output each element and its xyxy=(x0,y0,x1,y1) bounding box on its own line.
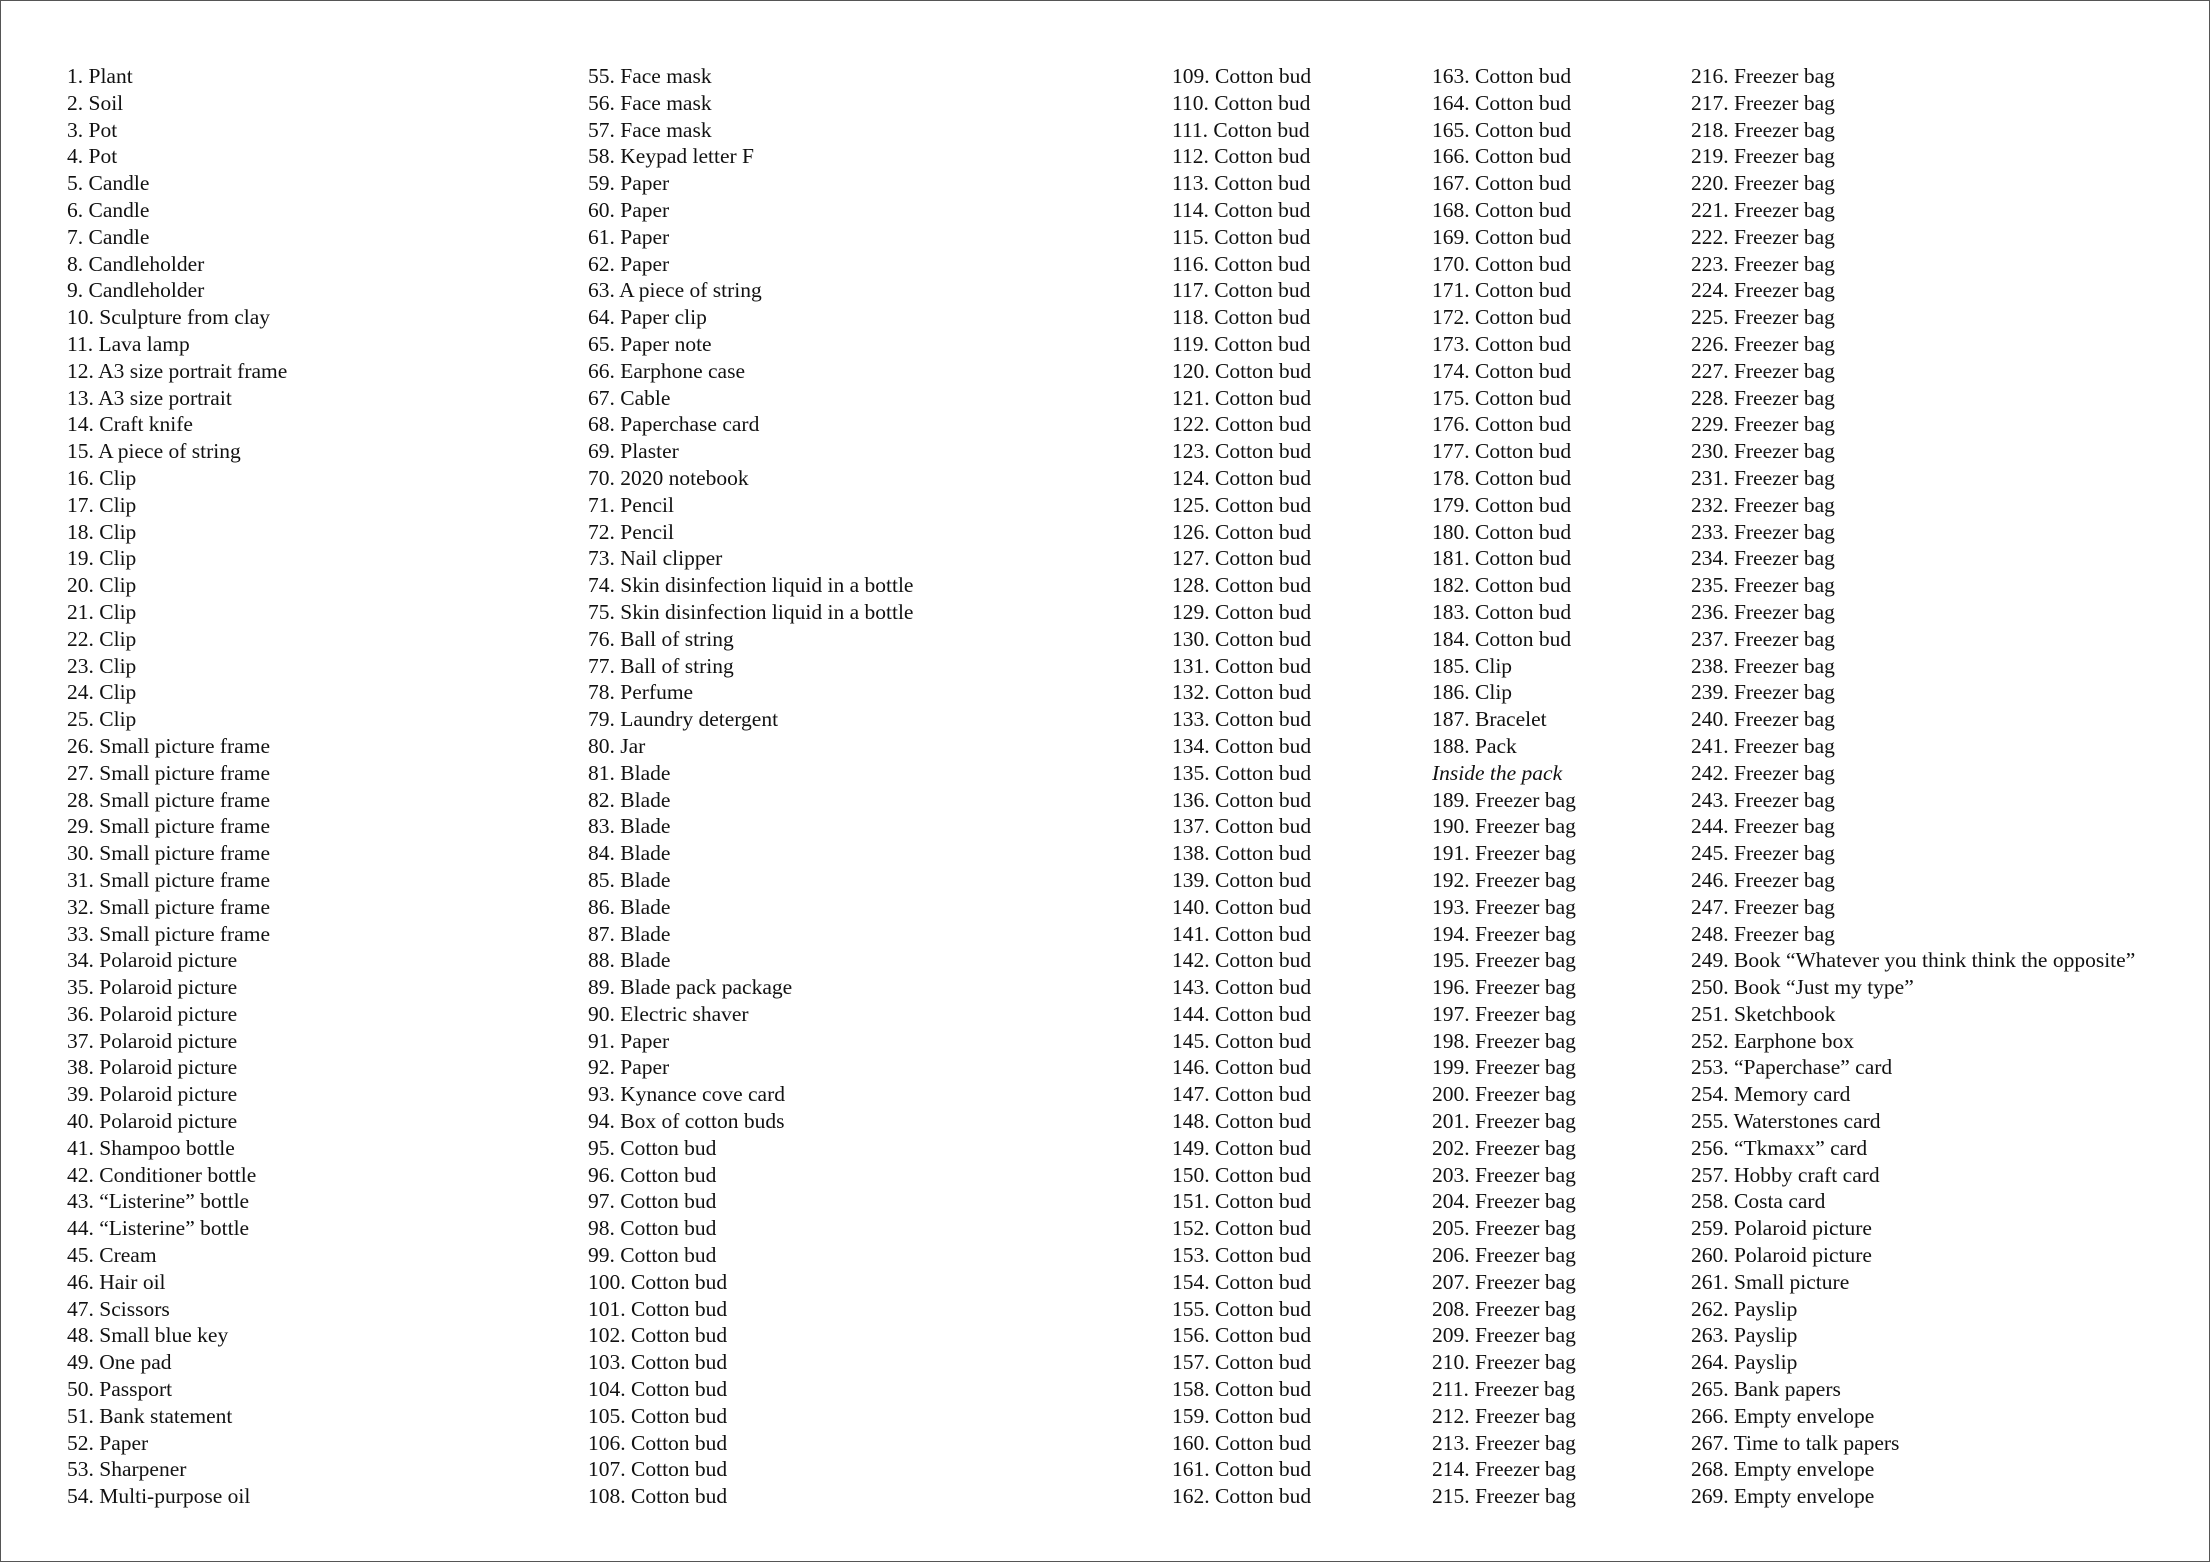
list-item: 129. Cotton bud xyxy=(1172,599,1312,624)
list-item: 237. Freezer bag xyxy=(1691,626,1835,651)
list-item: 211. Freezer bag xyxy=(1432,1377,1576,1402)
list-item: 13. A3 size portrait xyxy=(67,385,232,410)
list-item: 18. Clip xyxy=(67,519,137,544)
list-item: 163. Cotton bud xyxy=(1432,64,1572,88)
list-item: 58. Keypad letter F xyxy=(588,144,754,169)
list-item: 78. Perfume xyxy=(588,680,694,705)
list-item: 157. Cotton bud xyxy=(1172,1350,1312,1375)
section-subheading: Inside the pack xyxy=(1432,760,1563,785)
list-item: 172. Cotton bud xyxy=(1432,305,1572,330)
list-item: 107. Cotton bud xyxy=(588,1457,728,1482)
list-item: 3. Pot xyxy=(67,117,118,142)
list-item: 25. Clip xyxy=(67,707,137,732)
list-item: 140. Cotton bud xyxy=(1172,894,1312,919)
list-item: 225. Freezer bag xyxy=(1691,305,1835,330)
list-item: 30. Small picture frame xyxy=(67,841,270,866)
list-item: 59. Paper xyxy=(588,171,670,196)
list-item: 175. Cotton bud xyxy=(1432,385,1572,410)
list-item: 46. Hair oil xyxy=(67,1269,166,1294)
list-item: 21. Clip xyxy=(67,599,137,624)
list-item: 94. Box of cotton buds xyxy=(588,1109,785,1134)
list-item: 256. “Tkmaxx” card xyxy=(1691,1135,1868,1160)
list-item: 223. Freezer bag xyxy=(1691,251,1835,276)
list-item: 32. Small picture frame xyxy=(67,894,270,919)
list-item: 139. Cotton bud xyxy=(1172,867,1312,892)
list-item: 151. Cotton bud xyxy=(1172,1189,1312,1214)
list-item: 180. Cotton bud xyxy=(1432,519,1572,544)
list-item: 265. Bank papers xyxy=(1691,1377,1841,1402)
list-item: 165. Cotton bud xyxy=(1432,117,1572,142)
list-item: 35. Polaroid picture xyxy=(67,975,238,1000)
list-item: 250. Book “Just my type” xyxy=(1691,975,1914,1000)
list-item: 267. Time to talk papers xyxy=(1691,1430,1900,1455)
list-item: 116. Cotton bud xyxy=(1172,251,1311,276)
list-item: 88. Blade xyxy=(588,948,671,973)
list-item: 52. Paper xyxy=(67,1430,149,1455)
list-item: 49. One pad xyxy=(67,1350,172,1375)
list-item: 213. Freezer bag xyxy=(1432,1430,1576,1455)
list-item: 44. “Listerine” bottle xyxy=(67,1216,250,1241)
list-item: 182. Cotton bud xyxy=(1432,573,1572,598)
list-item: 136. Cotton bud xyxy=(1172,787,1312,812)
list-item: 216. Freezer bag xyxy=(1691,64,1835,88)
list-item: 102. Cotton bud xyxy=(588,1323,728,1348)
list-item: 207. Freezer bag xyxy=(1432,1269,1576,1294)
list-item: 200. Freezer bag xyxy=(1432,1082,1576,1107)
list-item: 205. Freezer bag xyxy=(1432,1216,1576,1241)
list-item: 162. Cotton bud xyxy=(1172,1484,1312,1509)
list-item: 126. Cotton bud xyxy=(1172,519,1312,544)
inventory-column-5 xyxy=(1691,63,2135,1510)
list-item: 166. Cotton bud xyxy=(1432,144,1572,169)
list-item: 132. Cotton bud xyxy=(1172,680,1312,705)
list-item: 84. Blade xyxy=(588,841,671,866)
list-item: 252. Earphone box xyxy=(1691,1028,1855,1053)
list-item: 118. Cotton bud xyxy=(1172,305,1311,330)
list-item: 198. Freezer bag xyxy=(1432,1028,1576,1053)
list-item: 164. Cotton bud xyxy=(1432,90,1572,115)
list-item: 197. Freezer bag xyxy=(1432,1001,1576,1026)
list-item: 42. Conditioner bottle xyxy=(67,1162,257,1187)
list-item: 20. Clip xyxy=(67,573,137,598)
list-item: 214. Freezer bag xyxy=(1432,1457,1576,1482)
list-item: 176. Cotton bud xyxy=(1432,412,1572,437)
list-item: 160. Cotton bud xyxy=(1172,1430,1312,1455)
list-item: 87. Blade xyxy=(588,921,671,946)
list-item: 69. Plaster xyxy=(588,439,679,464)
list-item: 43. “Listerine” bottle xyxy=(67,1189,250,1214)
list-item: 167. Cotton bud xyxy=(1432,171,1572,196)
list-item: 266. Empty envelope xyxy=(1691,1403,1875,1428)
list-item: 177. Cotton bud xyxy=(1432,439,1572,464)
list-item: 209. Freezer bag xyxy=(1432,1323,1576,1348)
list-item: 53. Sharpener xyxy=(67,1457,187,1482)
list-item: 201. Freezer bag xyxy=(1432,1109,1576,1134)
list-item: 83. Blade xyxy=(588,814,671,839)
list-item: 210. Freezer bag xyxy=(1432,1350,1576,1375)
list-item: 16. Clip xyxy=(67,465,137,490)
list-item: 76. Ball of string xyxy=(588,626,734,651)
list-item: 161. Cotton bud xyxy=(1172,1457,1312,1482)
list-item: 17. Clip xyxy=(67,492,137,517)
list-item: 218. Freezer bag xyxy=(1691,117,1835,142)
list-item: 168. Cotton bud xyxy=(1432,197,1572,222)
list-item: 119. Cotton bud xyxy=(1172,331,1311,356)
list-item: 77. Ball of string xyxy=(588,653,734,678)
list-item: 60. Paper xyxy=(588,197,670,222)
list-item: 194. Freezer bag xyxy=(1432,921,1576,946)
list-item: 89. Blade pack package xyxy=(588,975,793,1000)
list-item: 193. Freezer bag xyxy=(1432,894,1576,919)
list-item: 130. Cotton bud xyxy=(1172,626,1312,651)
list-item: 269. Empty envelope xyxy=(1691,1484,1875,1509)
list-item: 29. Small picture frame xyxy=(67,814,270,839)
list-item: 219. Freezer bag xyxy=(1691,144,1835,169)
list-item: 158. Cotton bud xyxy=(1172,1377,1312,1402)
list-item: 159. Cotton bud xyxy=(1172,1403,1312,1428)
list-item: 67. Cable xyxy=(588,385,671,410)
list-item: 240. Freezer bag xyxy=(1691,707,1835,732)
list-item: 26. Small picture frame xyxy=(67,733,270,758)
list-item: 259. Polaroid picture xyxy=(1691,1216,1872,1241)
list-item: 40. Polaroid picture xyxy=(67,1109,238,1134)
list-item: 111. Cotton bud xyxy=(1172,117,1310,142)
list-item: 230. Freezer bag xyxy=(1691,439,1835,464)
list-item: 56. Face mask xyxy=(588,90,712,115)
list-item: 131. Cotton bud xyxy=(1172,653,1312,678)
list-item: 27. Small picture frame xyxy=(67,760,270,785)
list-item: 2. Soil xyxy=(67,90,124,115)
list-item: 141. Cotton bud xyxy=(1172,921,1312,946)
list-item: 106. Cotton bud xyxy=(588,1430,728,1455)
list-item: 195. Freezer bag xyxy=(1432,948,1576,973)
list-item: 202. Freezer bag xyxy=(1432,1135,1576,1160)
list-item: 97. Cotton bud xyxy=(588,1189,717,1214)
list-item: 228. Freezer bag xyxy=(1691,385,1835,410)
list-item: 147. Cotton bud xyxy=(1172,1082,1312,1107)
list-item: 125. Cotton bud xyxy=(1172,492,1312,517)
list-item: 150. Cotton bud xyxy=(1172,1162,1312,1187)
list-item: 98. Cotton bud xyxy=(588,1216,717,1241)
list-item: 154. Cotton bud xyxy=(1172,1269,1312,1294)
list-item: 192. Freezer bag xyxy=(1432,867,1576,892)
list-item: 233. Freezer bag xyxy=(1691,519,1835,544)
list-item: 189. Freezer bag xyxy=(1432,787,1576,812)
list-item: 146. Cotton bud xyxy=(1172,1055,1312,1080)
list-item: 54. Multi-purpose oil xyxy=(67,1484,251,1509)
list-item: 4. Pot xyxy=(67,144,118,169)
list-item: 241. Freezer bag xyxy=(1691,733,1835,758)
list-item: 104. Cotton bud xyxy=(588,1377,728,1402)
list-item: 149. Cotton bud xyxy=(1172,1135,1312,1160)
list-item: 15. A piece of string xyxy=(67,439,241,464)
list-item: 221. Freezer bag xyxy=(1691,197,1835,222)
list-item: 263. Payslip xyxy=(1691,1323,1798,1348)
list-item: 143. Cotton bud xyxy=(1172,975,1312,1000)
list-item: 34. Polaroid picture xyxy=(67,948,238,973)
list-item: 137. Cotton bud xyxy=(1172,814,1312,839)
list-item: 134. Cotton bud xyxy=(1172,733,1312,758)
list-item: 242. Freezer bag xyxy=(1691,760,1835,785)
list-item: 122. Cotton bud xyxy=(1172,412,1312,437)
list-item: 264. Payslip xyxy=(1691,1350,1798,1375)
list-item: 93. Kynance cove card xyxy=(588,1082,785,1107)
list-item: 47. Scissors xyxy=(67,1296,170,1321)
list-item: 254. Memory card xyxy=(1691,1082,1851,1107)
list-item: 99. Cotton bud xyxy=(588,1243,717,1268)
list-item: 124. Cotton bud xyxy=(1172,465,1312,490)
list-item: 95. Cotton bud xyxy=(588,1135,717,1160)
list-item: 48. Small blue key xyxy=(67,1323,229,1348)
list-item: 1. Plant xyxy=(67,64,133,88)
list-item: 57. Face mask xyxy=(588,117,712,142)
list-item: 28. Small picture frame xyxy=(67,787,270,812)
list-item: 208. Freezer bag xyxy=(1432,1296,1576,1321)
inventory-column-4 xyxy=(1432,63,1576,1510)
list-item: 246. Freezer bag xyxy=(1691,867,1835,892)
list-item: 220. Freezer bag xyxy=(1691,171,1835,196)
list-item: 181. Cotton bud xyxy=(1432,546,1572,571)
list-item: 23. Clip xyxy=(67,653,137,678)
list-item: 80. Jar xyxy=(588,733,646,758)
list-item: 63. A piece of string xyxy=(588,278,762,303)
list-item: 173. Cotton bud xyxy=(1432,331,1572,356)
list-item: 234. Freezer bag xyxy=(1691,546,1835,571)
list-item: 255. Waterstones card xyxy=(1691,1109,1881,1134)
list-item: 133. Cotton bud xyxy=(1172,707,1312,732)
list-item: 9. Candleholder xyxy=(67,278,205,303)
list-item: 105. Cotton bud xyxy=(588,1403,728,1428)
list-item: 185. Clip xyxy=(1432,653,1513,678)
list-item: 248. Freezer bag xyxy=(1691,921,1835,946)
list-item: 135. Cotton bud xyxy=(1172,760,1312,785)
list-item: 85. Blade xyxy=(588,867,671,892)
list-item: 101. Cotton bud xyxy=(588,1296,728,1321)
list-item: 92. Paper xyxy=(588,1055,670,1080)
list-item: 236. Freezer bag xyxy=(1691,599,1835,624)
list-item: 187. Bracelet xyxy=(1432,707,1547,732)
list-item: 115. Cotton bud xyxy=(1172,224,1311,249)
list-item: 5. Candle xyxy=(67,171,150,196)
list-item: 8. Candleholder xyxy=(67,251,205,276)
list-item: 39. Polaroid picture xyxy=(67,1082,238,1107)
list-item: 245. Freezer bag xyxy=(1691,841,1835,866)
list-item: 224. Freezer bag xyxy=(1691,278,1835,303)
list-item: 113. Cotton bud xyxy=(1172,171,1311,196)
list-item: 186. Clip xyxy=(1432,680,1513,705)
list-item: 257. Hobby craft card xyxy=(1691,1162,1880,1187)
list-item: 238. Freezer bag xyxy=(1691,653,1835,678)
list-item: 156. Cotton bud xyxy=(1172,1323,1312,1348)
list-item: 235. Freezer bag xyxy=(1691,573,1835,598)
list-item: 212. Freezer bag xyxy=(1432,1403,1576,1428)
list-item: 232. Freezer bag xyxy=(1691,492,1835,517)
list-item: 127. Cotton bud xyxy=(1172,546,1312,571)
list-item: 169. Cotton bud xyxy=(1432,224,1572,249)
list-item: 258. Costa card xyxy=(1691,1189,1826,1214)
list-item: 153. Cotton bud xyxy=(1172,1243,1312,1268)
list-item: 231. Freezer bag xyxy=(1691,465,1835,490)
list-item: 6. Candle xyxy=(67,197,150,222)
list-item: 96. Cotton bud xyxy=(588,1162,717,1187)
list-item: 109. Cotton bud xyxy=(1172,64,1312,88)
list-item: 190. Freezer bag xyxy=(1432,814,1576,839)
list-item: 11. Lava lamp xyxy=(67,331,190,356)
list-item: 108. Cotton bud xyxy=(588,1484,728,1509)
list-item: 217. Freezer bag xyxy=(1691,90,1835,115)
list-item: 110. Cotton bud xyxy=(1172,90,1311,115)
list-item: 128. Cotton bud xyxy=(1172,573,1312,598)
list-item: 239. Freezer bag xyxy=(1691,680,1835,705)
list-item: 261. Small picture xyxy=(1691,1269,1850,1294)
list-item: 37. Polaroid picture xyxy=(67,1028,238,1053)
inventory-column-3 xyxy=(1172,63,1311,1510)
list-item: 36. Polaroid picture xyxy=(67,1001,238,1026)
list-item: 251. Sketchbook xyxy=(1691,1001,1836,1026)
list-item: 72. Pencil xyxy=(588,519,674,544)
list-item: 50. Passport xyxy=(67,1377,173,1402)
list-item: 22. Clip xyxy=(67,626,137,651)
list-item: 191. Freezer bag xyxy=(1432,841,1576,866)
inventory-column-2 xyxy=(588,63,913,1510)
list-item: 179. Cotton bud xyxy=(1432,492,1572,517)
list-item: 155. Cotton bud xyxy=(1172,1296,1312,1321)
list-item: 45. Cream xyxy=(67,1243,157,1268)
list-item: 243. Freezer bag xyxy=(1691,787,1835,812)
list-item: 103. Cotton bud xyxy=(588,1350,728,1375)
list-item: 227. Freezer bag xyxy=(1691,358,1835,383)
list-item: 14. Craft knife xyxy=(67,412,193,437)
list-item: 206. Freezer bag xyxy=(1432,1243,1576,1268)
list-item: 70. 2020 notebook xyxy=(588,465,749,490)
list-item: 188. Pack xyxy=(1432,733,1517,758)
list-item: 51. Bank statement xyxy=(67,1403,233,1428)
list-item: 112. Cotton bud xyxy=(1172,144,1311,169)
list-item: 86. Blade xyxy=(588,894,671,919)
list-item: 226. Freezer bag xyxy=(1691,331,1835,356)
list-item: 91. Paper xyxy=(588,1028,670,1053)
list-item: 117. Cotton bud xyxy=(1172,278,1311,303)
list-item: 65. Paper note xyxy=(588,331,712,356)
list-item: 71. Pencil xyxy=(588,492,674,517)
list-item: 41. Shampoo bottle xyxy=(67,1135,235,1160)
list-item: 12. A3 size portrait frame xyxy=(67,358,288,383)
list-item: 184. Cotton bud xyxy=(1432,626,1572,651)
list-item: 268. Empty envelope xyxy=(1691,1457,1875,1482)
list-item: 66. Earphone case xyxy=(588,358,745,383)
list-item: 38. Polaroid picture xyxy=(67,1055,238,1080)
list-item: 262. Payslip xyxy=(1691,1296,1798,1321)
list-item: 19. Clip xyxy=(67,546,137,571)
list-item: 204. Freezer bag xyxy=(1432,1189,1576,1214)
list-item: 215. Freezer bag xyxy=(1432,1484,1576,1509)
list-item: 244. Freezer bag xyxy=(1691,814,1835,839)
list-item: 247. Freezer bag xyxy=(1691,894,1835,919)
list-item: 123. Cotton bud xyxy=(1172,439,1312,464)
list-item: 62. Paper xyxy=(588,251,670,276)
list-item: 174. Cotton bud xyxy=(1432,358,1572,383)
list-item: 253. “Paperchase” card xyxy=(1691,1055,1893,1080)
list-item: 142. Cotton bud xyxy=(1172,948,1312,973)
list-item: 81. Blade xyxy=(588,760,671,785)
list-item: 121. Cotton bud xyxy=(1172,385,1312,410)
list-item: 74. Skin disinfection liquid in a bottle xyxy=(588,573,914,598)
list-item: 114. Cotton bud xyxy=(1172,197,1311,222)
list-item: 64. Paper clip xyxy=(588,305,707,330)
list-item: 61. Paper xyxy=(588,224,670,249)
list-item: 75. Skin disinfection liquid in a bottle xyxy=(588,599,914,624)
list-item: 260. Polaroid picture xyxy=(1691,1243,1872,1268)
list-item: 148. Cotton bud xyxy=(1172,1109,1312,1134)
list-item: 183. Cotton bud xyxy=(1432,599,1572,624)
list-item: 73. Nail clipper xyxy=(588,546,723,571)
list-item: 199. Freezer bag xyxy=(1432,1055,1576,1080)
list-item: 55. Face mask xyxy=(588,64,712,88)
list-item: 145. Cotton bud xyxy=(1172,1028,1312,1053)
inventory-column-1 xyxy=(67,63,287,1510)
list-item: 178. Cotton bud xyxy=(1432,465,1572,490)
list-item: 138. Cotton bud xyxy=(1172,841,1312,866)
list-item: 203. Freezer bag xyxy=(1432,1162,1576,1187)
list-item: 24. Clip xyxy=(67,680,137,705)
list-item: 33. Small picture frame xyxy=(67,921,270,946)
list-item: 79. Laundry detergent xyxy=(588,707,779,732)
list-item: 171. Cotton bud xyxy=(1432,278,1572,303)
list-item: 170. Cotton bud xyxy=(1432,251,1572,276)
list-item: 152. Cotton bud xyxy=(1172,1216,1312,1241)
list-item: 249. Book “Whatever you think think the opposite” xyxy=(1691,948,2136,973)
list-item: 31. Small picture frame xyxy=(67,867,270,892)
list-item: 222. Freezer bag xyxy=(1691,224,1835,249)
list-item: 90. Electric shaver xyxy=(588,1001,749,1026)
list-item: 100. Cotton bud xyxy=(588,1269,728,1294)
list-item: 144. Cotton bud xyxy=(1172,1001,1312,1026)
list-item: 229. Freezer bag xyxy=(1691,412,1835,437)
list-item: 120. Cotton bud xyxy=(1172,358,1312,383)
list-item: 82. Blade xyxy=(588,787,671,812)
list-item: 7. Candle xyxy=(67,224,150,249)
list-item: 10. Sculpture from clay xyxy=(67,305,271,330)
list-item: 68. Paperchase card xyxy=(588,412,760,437)
list-item: 196. Freezer bag xyxy=(1432,975,1576,1000)
